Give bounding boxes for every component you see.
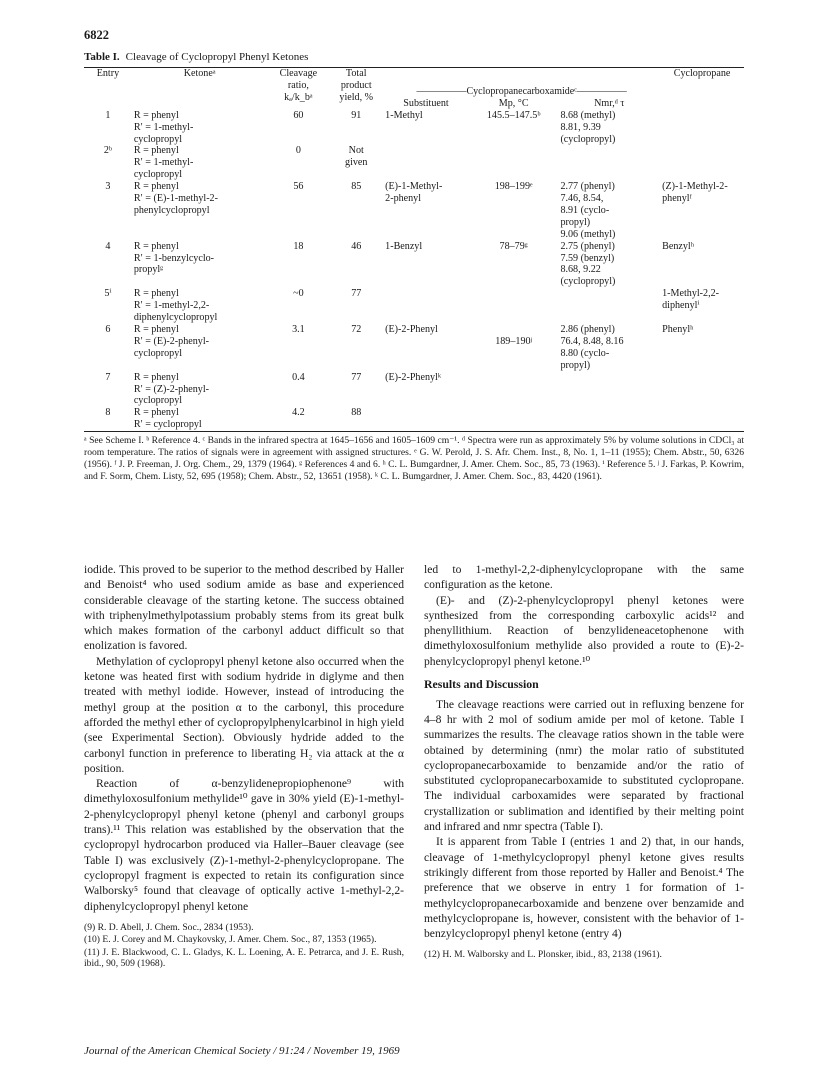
cell-nmr: [558, 288, 660, 324]
header-ketone: Ketoneᵃ: [183, 68, 216, 79]
cell-ketone: R = phenyl R′ = (E)-1-methyl-2- phenylcyclopropyl: [133, 181, 218, 216]
section-heading: Results and Discussion: [424, 677, 539, 692]
paragraph: led to 1-methyl-2,2-diphenylcyclopropane with the same configuration as the ketone.: [424, 563, 744, 592]
cell-substituent: [383, 288, 469, 324]
cell-mp: 198–199ᵉ: [494, 181, 533, 193]
cell-yield: Not given: [345, 145, 368, 169]
cell-ratio: 56: [293, 181, 304, 193]
paragraph: It is apparent from Table I (entries 1 and 2) that, in our hands, cleavage of 1-methylcyclopropyl phenyl ketone gives results strikingly different from those reported by Haller and Benoist.⁴ The preference that we observe in entry 1 for formation of 1-methylcyclopropanecarboxamide and benzene over benzamide and methylcyclopropane is, however, consistent with the behavior of 1-benzylcyclopropyl phenyl ketone (entry 4): [424, 835, 744, 941]
right-column: [424, 562, 744, 971]
header-ratio: Cleavage ratio, kₐ/k_bᵃ: [279, 68, 318, 103]
header-substituent: Substituent: [403, 97, 449, 109]
cell-ketone: R = phenyl R′ = (Z)-2-phenyl- cyclopropyl: [133, 371, 209, 407]
cell-entry: 3: [105, 181, 111, 193]
header-group: —————Cyclopropanecarboxamideᶜ—————: [416, 86, 627, 97]
cell-substituent: (E)-2-Phenyl: [385, 324, 438, 336]
cell-cyclopropane: (Z)-1-Methyl-2- phenylᶠ: [662, 181, 728, 205]
table-footnotes: ᵃ See Scheme I. ᵇ Reference 4. ᶜ Bands in the infrared spectra at 1645–1656 and 1605–1609 cm⁻¹. ᵈ Spectra were run as approximately 5% by volume solutions in CDCl₃ at room temperature. The ratios of signals were in agreement with assigned structures. ᵉ G. W. Perold, J. S. Afr. Chem. Inst., 8, No. 1, 1–11 (1955); Chem. Abstr., 50, 6326 (1956). ᶠ J. P. Freeman, J. Org. Chem., 29, 1379 (1964). ᵍ References 4 and 6. ʰ C. L. Bumgardner, J. Amer. Chem. Soc., 85, 73 (1963). ⁱ Reference 5. ʲ J. Farkas, P. Kowrim, and F. Sorm, Chem. Listy, 52, 695 (1958); Chem. Abstr., 52, 13651 (1958). ᵏ C. L. Bumgardner, J. Amer. Chem. Soc., 83, 4420 (1961).: [84, 435, 744, 483]
cell-yield: 46: [351, 240, 362, 252]
cell-yield: 85: [351, 181, 362, 193]
cell-ratio: ~0: [293, 288, 304, 300]
cell-cyclopropane: [660, 407, 744, 431]
cell-cyclopropane: Phenylʰ: [662, 324, 694, 336]
cell-entry: 2ᵇ: [103, 145, 112, 157]
table-row: [84, 372, 744, 408]
header-mp: Mp, °C: [498, 97, 529, 109]
cell-entry: 4: [105, 240, 111, 252]
page-number: 6822: [84, 28, 109, 42]
cell-mp: [469, 288, 559, 324]
cell-yield: 77: [351, 288, 362, 300]
paragraph: Reaction of α-benzylidenepropiophenone⁹ with dimethyloxosulfonium methylide¹⁰ gave in 30% yield (E)-1-methyl-2-phenylcyclopropyl phenyl ketone (phenyl and carbonyl groups trans).¹¹ This relation was established by the observation that the cyclopropyl hydrocarbon produced via Haller–Bauer cleavage (see Table I) was exclusively (Z)-1-methyl-2-phenylcyclopropane. The cyclopropyl fragment is expected to retain its configuration since Walborsky⁵ found that cleavage of optically active 1-methyl-2,2-diphenylcyclopropyl phenyl ketone: [84, 777, 404, 913]
table-row: [84, 145, 744, 181]
cell-ketone: R = phenyl R′ = cyclopropyl: [133, 407, 202, 431]
cell-yield: 72: [351, 324, 362, 336]
cell-substituent: [383, 407, 469, 431]
cell-substituent: 1-Methyl: [385, 109, 423, 121]
cell-nmr: [558, 372, 660, 408]
paragraph: (E)- and (Z)-2-phenylcyclopropyl phenyl ketones were synthesized from the corresponding carboxylic acids¹² and phenyllithium. Reaction of benzylideneacetophenone with dimethyloxosulfonium methylide also provided a route to (E)-2-phenylcyclopropyl phenyl ketone.¹⁰: [424, 593, 744, 668]
cell-entry: 8: [105, 407, 111, 419]
results-table: [84, 67, 744, 431]
references-left: [84, 922, 404, 970]
table-row: [84, 241, 744, 289]
header-entry: Entry: [96, 68, 120, 79]
cell-mp: 189–190ʲ: [495, 335, 533, 347]
cell-ratio: 60: [293, 109, 304, 121]
table-row: [84, 407, 744, 431]
cell-ketone: R = phenyl R′ = 1-methyl-2,2- diphenylcyclopropyl: [133, 288, 218, 324]
table-label: Table I.: [84, 51, 120, 63]
cell-substituent: (E)-2-Phenylᵏ: [385, 371, 442, 383]
cell-substituent: (E)-1-Methyl- 2-phenyl: [385, 181, 443, 205]
cell-cyclopropane: [660, 145, 744, 181]
cell-mp: [469, 372, 559, 408]
reference: (12) H. M. Walborsky and L. Plonsker, ibid., 83, 2138 (1961).: [424, 949, 662, 961]
cell-ketone: R = phenyl R′ = (E)-2-phenyl- cyclopropyl: [133, 324, 209, 359]
cell-mp: [469, 145, 559, 181]
reference: (11) J. E. Blackwood, C. L. Gladys, K. L. Loening, A. E. Petrarca, and J. E. Rush, ibid., 90, 509 (1968).: [84, 946, 404, 970]
table-row: [84, 181, 744, 241]
cell-mp: 78–79ᵍ: [499, 240, 528, 252]
cell-yield: 91: [351, 109, 362, 121]
cell-ratio: 0: [295, 145, 301, 157]
cell-cyclopropane: 1-Methyl-2,2- diphenylⁱ: [662, 288, 720, 312]
table-row: [84, 288, 744, 324]
table-body: [84, 110, 744, 431]
reference: (10) E. J. Corey and M. Chaykovsky, J. Amer. Chem. Soc., 87, 1353 (1965).: [84, 934, 377, 946]
body-columns: [84, 562, 744, 971]
cell-entry: 7: [105, 371, 111, 383]
cell-yield: 77: [351, 371, 362, 383]
cell-ketone: R = phenyl R′ = 1-methyl- cyclopropyl: [133, 145, 194, 181]
cell-ratio: 0.4: [292, 371, 305, 383]
cell-ketone: R = phenyl R′ = 1-benzylcyclo- propylᵍ: [133, 240, 215, 276]
cell-cyclopropane: [660, 372, 744, 408]
paragraph: Methylation of cyclopropyl phenyl ketone also occurred when the ketone was heated first with sodium hydride in diglyme and then treated with methyl iodide. However, instead of introducing the methyl group at the position α to the carbonyl, this procedure afforded the methyl ether of cyclopropylphenylcarbinol in high yield (see Experimental Section). Obviously hydride added to the carbonyl function in preference to liberating H₂ via attack at the α position.: [84, 654, 404, 775]
header-cyclopropane: Cyclopropane: [673, 68, 731, 79]
table-caption: [84, 51, 744, 63]
table-row: [84, 110, 744, 146]
cell-ratio: 4.2: [292, 407, 305, 419]
paragraph: iodide. This proved to be superior to the method described by Haller and Benoist⁴ who used sodium amide as base and experienced considerable cleavage of the starting ketone. The success obtained with triphenylmethylpotassium probably stems from its great bulk which makes formation of the carbonyl adduct difficult so that enolization is favored.: [84, 563, 404, 653]
article-page: [84, 28, 744, 483]
left-column: [84, 562, 404, 971]
cell-entry: 5ⁱ: [104, 288, 112, 300]
header-nmr: Nmr,ᵈ τ: [594, 97, 625, 109]
cell-nmr: 2.75 (phenyl) 7.59 (benzyl) 8.68, 9.22 (cyclopropyl): [560, 240, 616, 288]
cell-entry: 6: [105, 324, 111, 336]
paragraph: The cleavage reactions were carried out in refluxing benzene for 4–8 hr with 2 mol of sodium amide per mol of ketone. Table I summarizes the results. The cleavage ratios shown in the table were obtained by determining (nmr) the molar ratio of substituted cyclopropanecarboxamide to benzamide and/or the ratio of substituted cyclopropanecarboxamide to substituted cyclopropane. The individual carboxamides were separated by fractional crystallization or sublimation and identified by their melting point and infrared and nmr spectra (Table I).: [424, 697, 744, 834]
cell-nmr: [558, 407, 660, 431]
cell-mp: 145.5–147.5ᵇ: [486, 109, 541, 121]
cell-cyclopropane: Benzylʰ: [662, 240, 694, 252]
cell-substituent: [383, 145, 469, 181]
cell-ratio: 18: [293, 240, 304, 252]
cell-nmr: 2.77 (phenyl) 7.46, 8.54, 8.91 (cyclo- propyl) 9.06 (methyl): [560, 181, 616, 240]
cell-nmr: [558, 145, 660, 181]
cell-mp: [469, 407, 559, 431]
cell-cyclopropane: [660, 110, 744, 146]
table-row: [84, 324, 744, 372]
cell-nmr: 8.68 (methyl) 8.81, 9.39 (cyclopropyl): [560, 109, 616, 145]
cell-nmr: 2.86 (phenyl) 76.4, 8.48, 8.16 8.80 (cyclo- propyl): [560, 324, 624, 371]
cell-ratio: 3.1: [292, 324, 305, 336]
reference: (9) R. D. Abell, J. Chem. Soc., 2834 (1953).: [84, 921, 254, 933]
cell-entry: 1: [105, 109, 111, 121]
cell-ketone: R = phenyl R′ = 1-methyl- cyclopropyl: [133, 109, 194, 145]
header-yield: Total product yield, %: [339, 68, 374, 103]
table-title: Cleavage of Cyclopropyl Phenyl Ketones: [125, 51, 309, 63]
journal-footer: Journal of the American Chemical Society / 91:24 / November 19, 1969: [84, 1045, 400, 1057]
cell-substituent: 1-Benzyl: [385, 240, 423, 252]
cell-yield: 88: [351, 407, 362, 419]
references-right: [424, 949, 744, 961]
